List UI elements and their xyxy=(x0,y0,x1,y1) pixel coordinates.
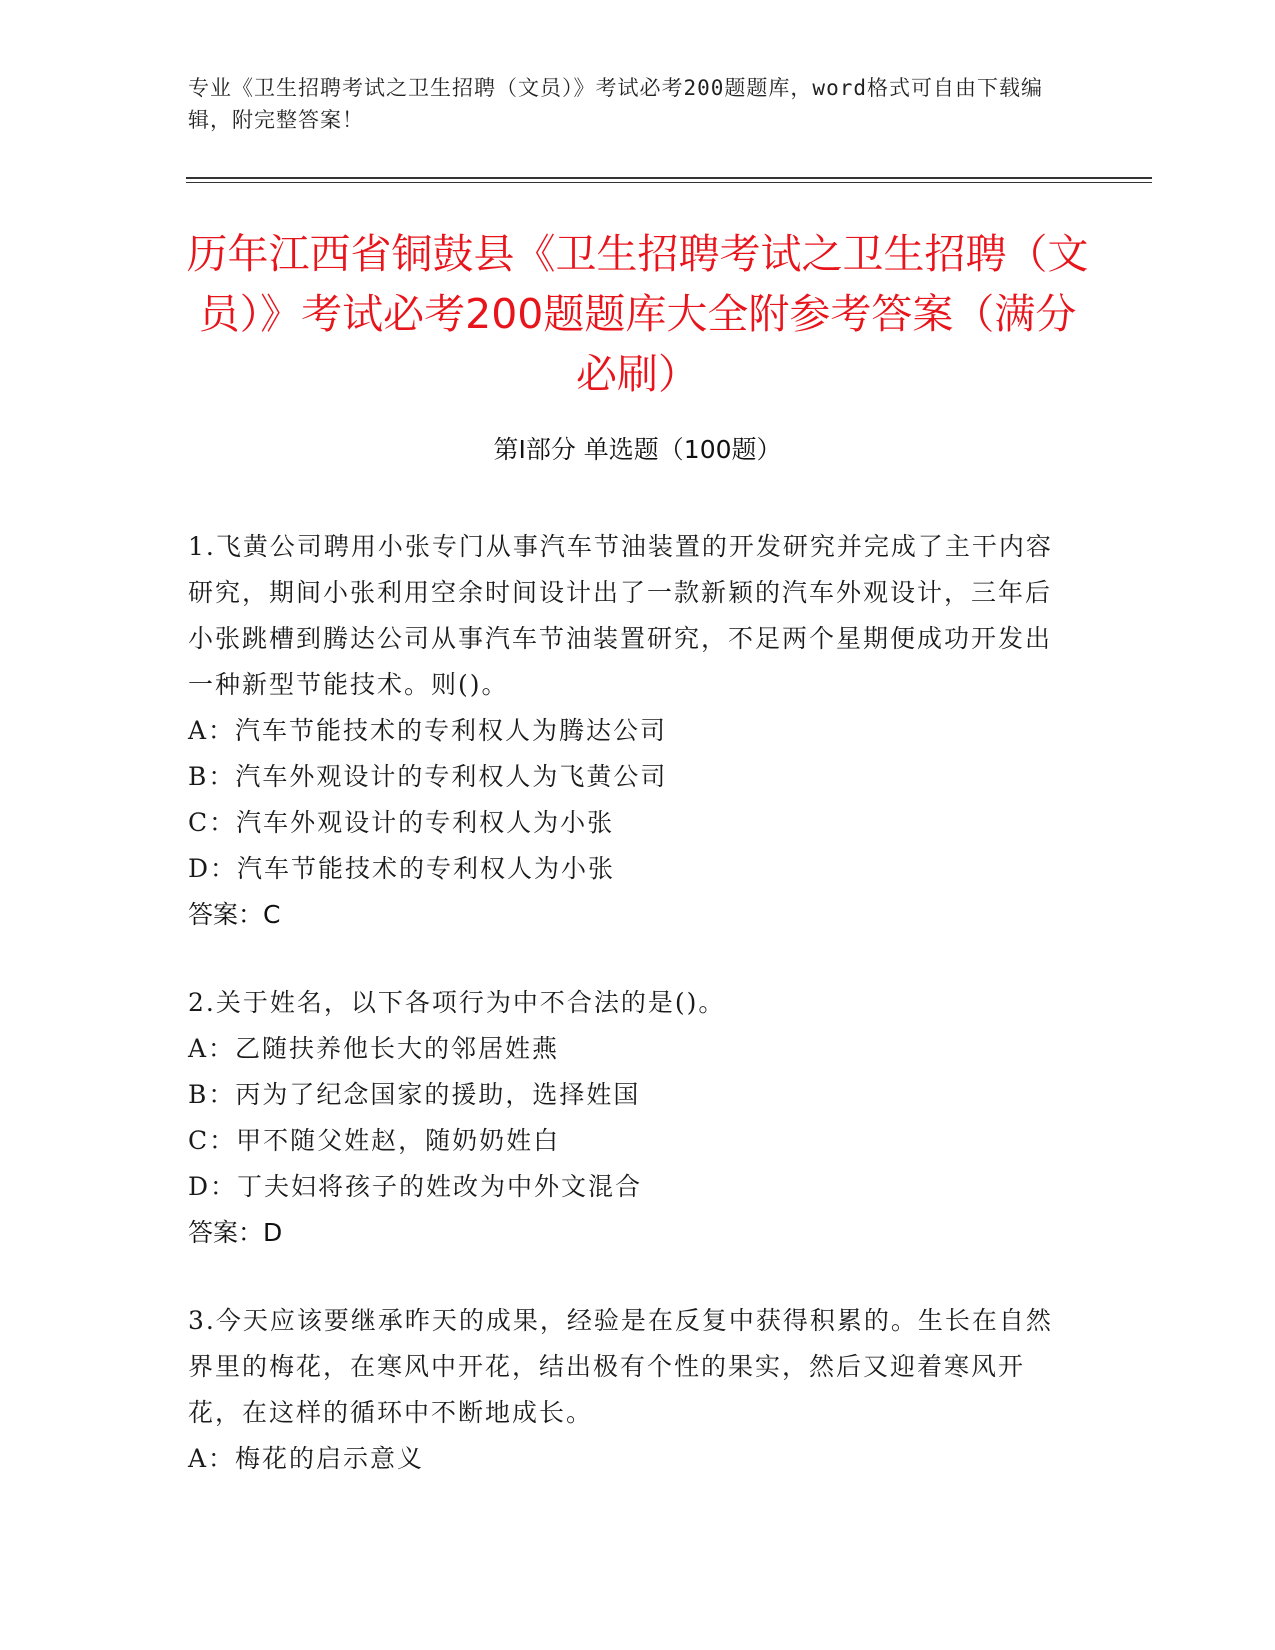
option-d: D：汽车节能技术的专利权人为小张 xyxy=(188,854,616,883)
option-c: C：甲不随父姓赵，随奶奶姓白 xyxy=(188,1126,561,1155)
section-heading: 第Ⅰ部分 单选题（100题） xyxy=(493,435,782,464)
question-stem: 3.今天应该要继承昨天的成果，经验是在反复中获得积累的。生长在自然界里的梅花，在寒风中开花，结出极有个性的果实，然后又迎着寒风开花，在这样的循环中不断地成长。 xyxy=(188,1306,1053,1427)
option-a: A：梅花的启示意义 xyxy=(188,1444,425,1473)
header-divider-thin xyxy=(186,182,1152,183)
option-c: C：汽车外观设计的专利权人为小张 xyxy=(188,808,615,837)
document-title: 历年江西省铜鼓县《卫生招聘考试之卫生招聘（文员）》考试必考200题题库大全附参考答案（满分必刷） xyxy=(186,230,1089,398)
option-a: A：乙随扶养他长大的邻居姓燕 xyxy=(188,1034,560,1063)
option-d: D：丁夫妇将孩子的姓改为中外文混合 xyxy=(188,1172,643,1201)
question-stem: 2.关于姓名，以下各项行为中不合法的是()。 xyxy=(188,988,726,1017)
question-1 xyxy=(188,524,1068,938)
option-b: B：丙为了纪念国家的援助，选择姓国 xyxy=(188,1080,641,1109)
answer: 答案：D xyxy=(188,1218,283,1247)
option-a: A：汽车节能技术的专利权人为腾达公司 xyxy=(188,716,668,745)
question-2 xyxy=(188,980,1068,1256)
question-3 xyxy=(188,1298,1068,1482)
option-b: B：汽车外观设计的专利权人为飞黄公司 xyxy=(188,762,668,791)
question-stem: 1.飞黄公司聘用小张专门从事汽车节油装置的开发研究并完成了主干内容研究，期间小张利用空余时间设计出了一款新颖的汽车外观设计，三年后小张跳槽到腾达公司从事汽车节油装置研究，不足两个星期便成功开发出一种新型节能技术。则()。 xyxy=(188,532,1053,699)
question-list xyxy=(188,524,1068,1524)
header-divider-thick xyxy=(186,177,1152,179)
answer: 答案：C xyxy=(188,900,281,929)
header-note: 专业《卫生招聘考试之卫生招聘（文员）》考试必考200题题库，word格式可自由下载编辑，附完整答案！ xyxy=(188,76,1043,132)
